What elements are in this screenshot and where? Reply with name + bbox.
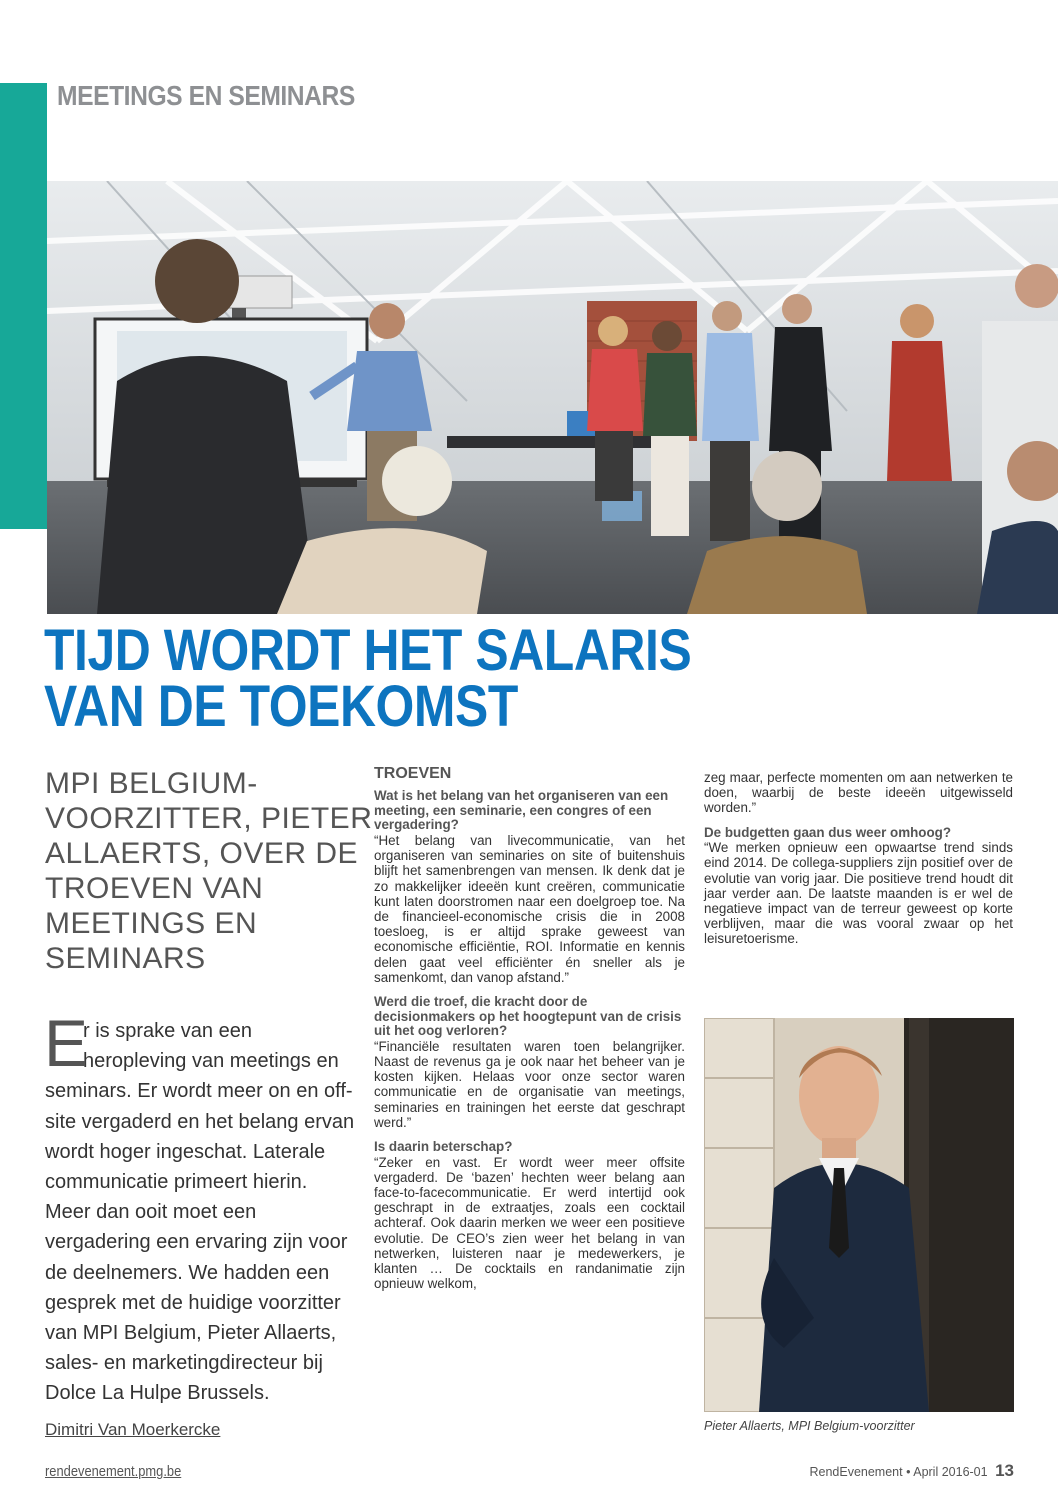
footer-url-link[interactable]: rendevenement.pmg.be	[45, 1463, 182, 1480]
footer-publication	[809, 1461, 1014, 1481]
article-column-3	[704, 770, 1013, 957]
subtitle-line: VOORZITTER, PIETER	[45, 802, 373, 835]
title-line: VAN DE TOEKOMST	[44, 674, 518, 739]
portrait-photo	[704, 1018, 1014, 1412]
intro-line: site vergaderd en het belang ervan	[45, 1110, 355, 1133]
author-link[interactable]: Dimitri Van Moerkercke	[45, 1420, 221, 1439]
intro-line: seminars. Er wordt meer on en off-	[45, 1080, 353, 1103]
question: Werd die troef, die kracht door de decisionmakers op het hoogtepunt van de crisis uit het oog verloren?	[374, 994, 682, 1039]
intro-line: communicatie primeert hierin.	[45, 1171, 308, 1194]
answer: “We merken opnieuw een opwaartse trend sinds eind 2014. De collega-suppliers zijn positief over de evolutie van vorig jaar. Die positieve trend houdt dit jaar verder aan. De laatste maanden is er wel de negatieve impact van de terreur geweest op korte verblijven, maar die was vooral zwaar op het leisuretoerisme.	[704, 840, 1013, 947]
hero-photo	[47, 181, 1058, 614]
intro-line: Dolce La Hulpe Brussels.	[45, 1382, 270, 1405]
article-subtitle	[45, 766, 373, 976]
drop-cap: E	[44, 1006, 89, 1080]
intro-paragraph	[44, 1006, 357, 1409]
intro-line: gesprek met de huidige voorzitter	[45, 1291, 341, 1314]
intro-line: vergadering een ervaring zijn voor	[45, 1231, 348, 1254]
page-number: 13	[995, 1461, 1014, 1480]
subtitle-line: SEMINARS	[45, 942, 206, 975]
answer: “Financiële resultaten waren toen belangrijker. Naast de revenus ga je ook naar het beheer van je kosten kijken. Helaas voor onze sector waren communicatie en de organisatie van meetings, seminaries en trainingen het eerste dat geschrapt werd.”	[374, 1038, 685, 1130]
question: Wat is het belang van het organiseren van een meeting, een seminarie, een congres of een vergadering?	[374, 788, 669, 833]
section-label: MEETINGS EN SEMINARS	[57, 80, 355, 111]
intro-line: r is sprake van een	[83, 1020, 252, 1042]
photo-caption: Pieter Allaerts, MPI Belgium-voorzitter	[704, 1419, 915, 1433]
section-heading: TROEVEN	[374, 765, 452, 782]
intro-line: heropleving van meetings en	[83, 1050, 339, 1073]
answer: zeg maar, perfecte momenten om aan netwerken te doen, waarbij de beste ideeën uitgewisseld worden.”	[704, 770, 1013, 816]
teal-accent-bar	[0, 83, 47, 529]
subtitle-line: MPI BELGIUM-	[45, 767, 258, 800]
question: Is daarin beterschap?	[374, 1139, 513, 1155]
subtitle-line: ALLAERTS, OVER DE	[45, 837, 359, 870]
subtitle-line: MEETINGS EN	[45, 907, 258, 940]
intro-line: van MPI Belgium, Pieter Allaerts,	[45, 1322, 337, 1345]
answer: “Zeker en vast. Er wordt weer meer offsite vergaderd. De ‘bazen’ hechten weer belang aan face-to-facecommunicatie. Er werd intertijd ook geschrapt in de extraatjes, zoals een cocktail achteraf. Ook daarin merken we weer een positieve evolutie. De CEO’s zien weer het belang in van netwerken, luisteren naar je medewerkers, je klanten … De cocktails en randanimatie zijn opnieuw welkom,	[374, 1154, 685, 1292]
title-line: TIJD WORDT HET SALARIS	[44, 618, 692, 683]
publication-info: RendEvenement • April 2016-01	[809, 1465, 988, 1479]
intro-line: wordt hoger ingeschat. Laterale	[45, 1140, 326, 1163]
article-column-2	[374, 766, 685, 1301]
intro-line: Meer dan ooit moet een	[45, 1201, 257, 1224]
intro-line: de deelnemers. We hadden een	[45, 1261, 330, 1284]
article-title	[44, 618, 692, 739]
answer: “Het belang van livecommunicatie, van het organiseren van seminaries on site of buitenshuis blijft het samenbrengen van mensen. Ik denk dat je zo makkelijker ideeën kunt creëren, communicatie kunt laten doorstromen naar een doelgroep toe. Na de financieel-economische crisis die in 2008 toesloeg, is er altijd sprake geweest van economische efficiëntie, ROI. Informatie en kennis delen gaat veel efficiënter én sneller als je samenkomt, dan vanop afstand.”	[374, 832, 685, 985]
intro-line: sales- en marketingdirecteur bij	[45, 1352, 323, 1375]
question: De budgetten gaan dus weer omhoog?	[704, 824, 951, 840]
subtitle-line: TROEVEN VAN	[45, 872, 264, 905]
